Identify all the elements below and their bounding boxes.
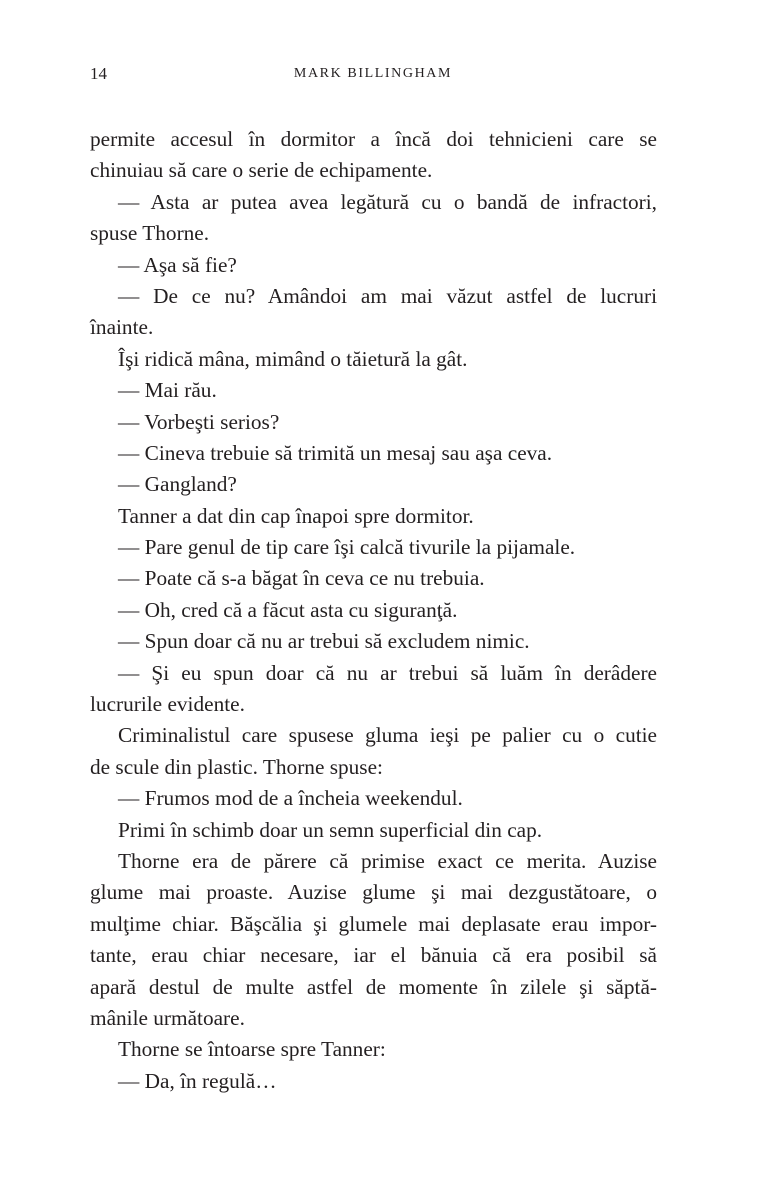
text-line: Thorne era de părere că primise exact ce merita. Auzise [118,848,657,873]
page-number: 14 [90,64,107,83]
text-line: permite accesul în dormitor a încă doi tehnicieni care se [90,127,657,151]
text-line: spuse Thorne. [90,221,210,246]
text-line: — Mai rău. [118,378,217,403]
text-line: — Pare genul de tip care îşi calcă tivurile la pijamale. [118,535,576,560]
text-line: — De ce nu? Amândoi am mai văzut astfel de lucruri [118,283,657,308]
text-line: — Aşa să fie? [118,252,237,277]
text-line: Îşi ridică mâna, mimând o tăietură la gât. [118,346,468,371]
text-line: glume mai proaste. Auzise glume şi mai dezgustătoare, o [90,880,657,905]
text-line: tante, erau chiar necesare, iar el bănuia că era posibil să [90,943,657,968]
text-line: — Asta ar putea avea legătură cu o bandă de infractori, [118,189,657,214]
text-line: Thorne se întoarse spre Tanner: [118,1037,386,1062]
text-line: de scule din plastic. Thorne spuse: [90,754,383,779]
text-line: Tanner a dat din cap înapoi spre dormitor. [118,503,474,528]
text-line: mulţime chiar. Băşcălia şi glumele mai deplasate erau impor- [90,911,657,936]
running-head: MARK BILLINGHAM [293,66,453,81]
text-line: — Spun doar că nu ar trebui să excludem nimic. [118,629,530,654]
text-line: apară destul de multe astfel de momente în zilele şi săptă- [90,974,657,999]
text-line: — Oh, cred că a făcut asta cu siguranţă. [118,597,458,622]
text-line: — Frumos mod de a încheia weekendul. [118,786,463,811]
text-line: Primi în schimb doar un semn superficial din cap. [118,817,543,842]
text-line: — Şi eu spun doar că nu ar trebui să luăm în derâdere [118,660,657,685]
text-line: — Vorbeşti serios? [118,409,280,434]
text-line: chinuiau să care o serie de echipamente. [90,158,433,183]
body-text [90,124,657,1097]
text-line: — Da, în regulă… [118,1068,277,1093]
text-line: — Cineva trebuie să trimită un mesaj sau aşa ceva. [118,440,553,465]
text-line: înainte. [90,315,154,340]
text-line: — Gangland? [118,472,237,497]
text-line: — Poate că s-a băgat în ceva ce nu trebuia. [118,566,485,591]
text-line: Criminalistul care spusese gluma ieşi pe palier cu o cutie [118,723,657,748]
text-line: mânile următoare. [90,1005,245,1030]
text-line: lucrurile evidente. [90,692,245,717]
